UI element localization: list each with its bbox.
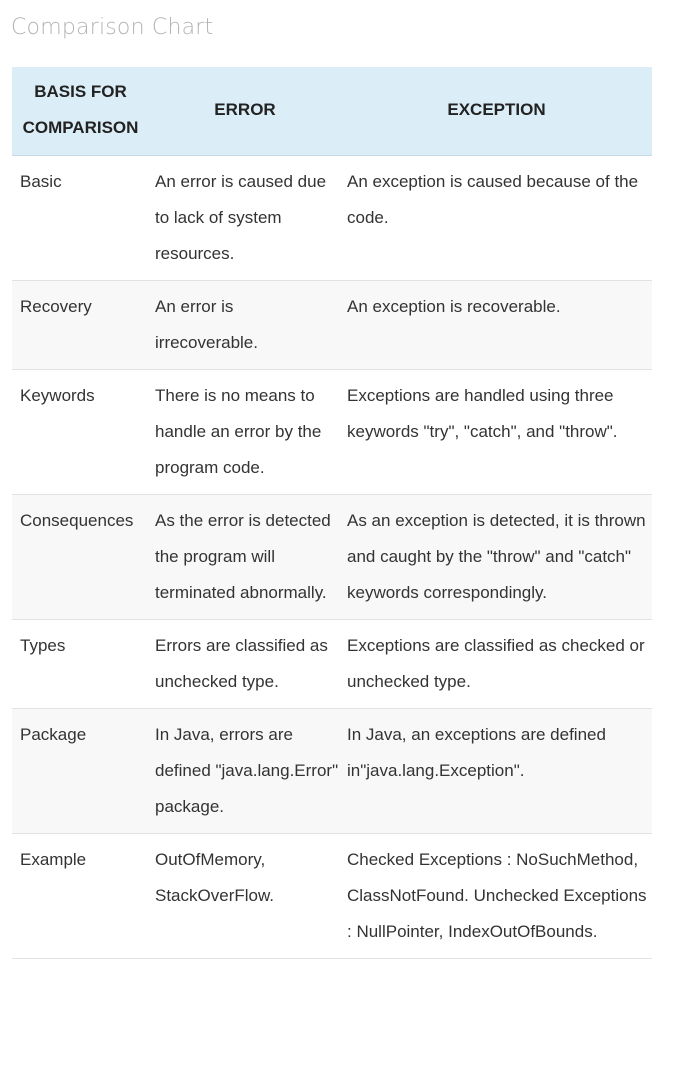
table-row <box>12 709 652 834</box>
table-row <box>12 495 652 620</box>
cell-error: As the error is detected the program will terminated abnormally. <box>149 495 341 620</box>
header-basis: BASIS FOR COMPARISON <box>12 67 149 156</box>
cell-basis: Types <box>12 620 149 709</box>
table-row <box>12 281 652 370</box>
cell-exception: As an exception is detected, it is thrown and caught by the "throw" and "catch" keywords correspondingly. <box>341 495 652 620</box>
table-header-row <box>12 67 652 156</box>
cell-basis: Recovery <box>12 281 149 370</box>
cell-exception: In Java, an exceptions are defined in"java.lang.Exception". <box>341 709 652 834</box>
table-row <box>12 370 652 495</box>
cell-basis: Package <box>12 709 149 834</box>
header-exception: EXCEPTION <box>341 67 652 156</box>
cell-basis: Consequences <box>12 495 149 620</box>
table-row <box>12 156 652 281</box>
cell-exception: Checked Exceptions : NoSuchMethod, ClassNotFound. Unchecked Exceptions : NullPointer, IndexOutOfBounds. <box>341 834 652 959</box>
cell-basis: Keywords <box>12 370 149 495</box>
cell-error: There is no means to handle an error by the program code. <box>149 370 341 495</box>
cell-error: OutOfMemory, StackOverFlow. <box>149 834 341 959</box>
cell-error: In Java, errors are defined "java.lang.Error" package. <box>149 709 341 834</box>
cell-error: Errors are classified as unchecked type. <box>149 620 341 709</box>
cell-basis: Example <box>12 834 149 959</box>
table-row <box>12 834 652 959</box>
cell-exception: Exceptions are handled using three keywords "try", "catch", and "throw". <box>341 370 652 495</box>
comparison-table <box>12 67 652 959</box>
cell-error: An error is caused due to lack of system resources. <box>149 156 341 281</box>
table-row <box>12 620 652 709</box>
cell-exception: Exceptions are classified as checked or unchecked type. <box>341 620 652 709</box>
page-title: Comparison Chart <box>11 15 214 40</box>
header-error: ERROR <box>149 67 341 156</box>
cell-exception: An exception is caused because of the code. <box>341 156 652 281</box>
cell-error: An error is irrecoverable. <box>149 281 341 370</box>
cell-exception: An exception is recoverable. <box>341 281 652 370</box>
cell-basis: Basic <box>12 156 149 281</box>
